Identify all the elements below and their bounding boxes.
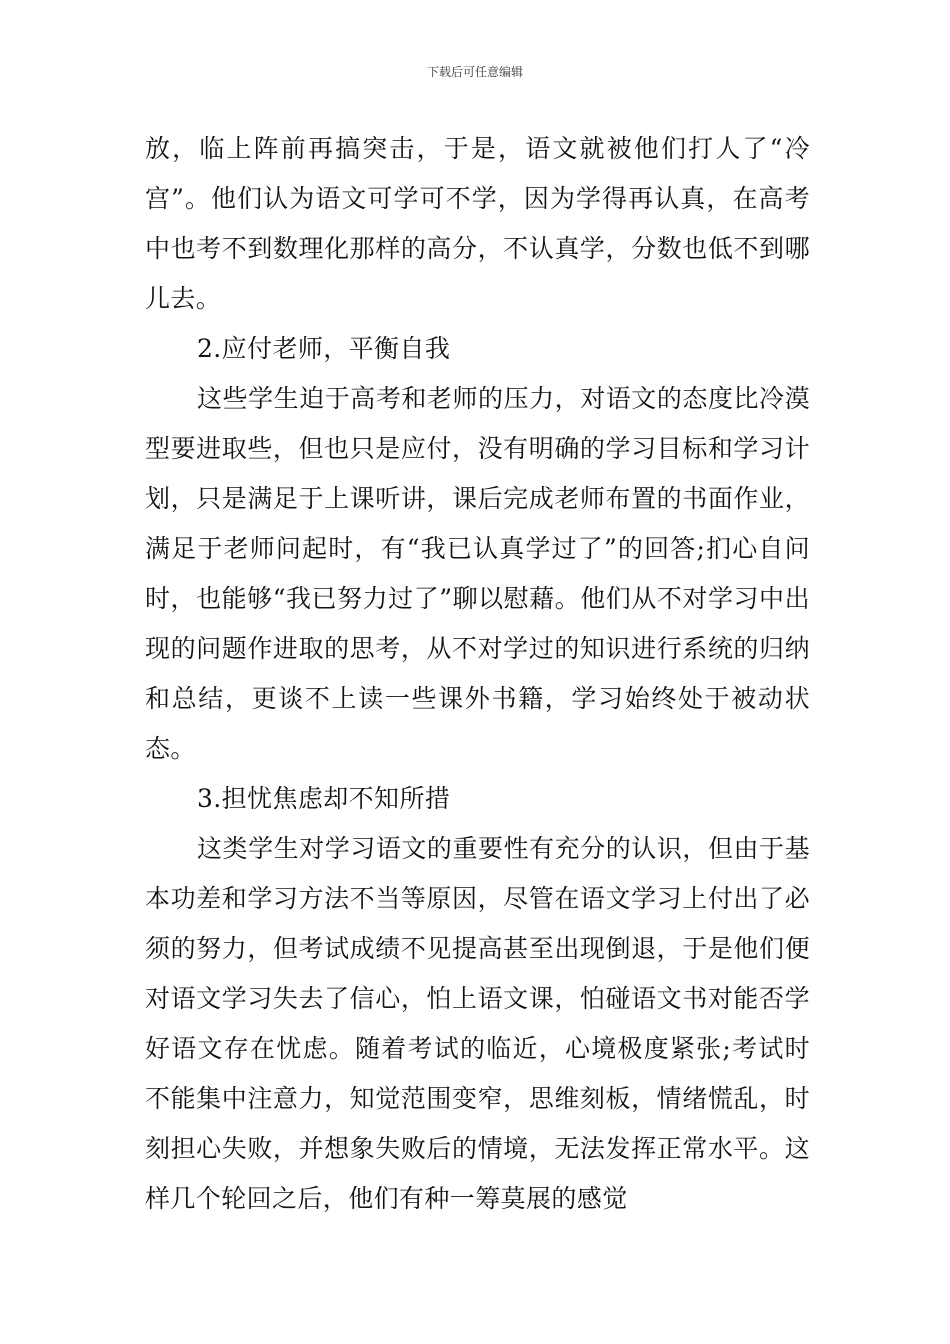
paragraph-section-3: 这类学生对学习语文的重要性有充分的认识，但由于基本功差和学习方法不当等原因，尽管在语文学习上付出了必须的努力，但考试成绩不见提高甚至出现倒退，于是他们便对语文学习失去了信心，怕上语文课，怕碰语文书对能否学好语文存在忧虑。随着考试的临近，心境极度紧张;考试时不能集中注意力，知觉范围变窄，思维刻板，情绪慌乱，时刻担心失败，并想象失败后的情境，无法发挥正常水平。这样几个轮回之后，他们有种一筹莫展的感觉: [145, 834, 810, 1213]
section-heading-3: 3.担忧焦虑却不知所措: [197, 784, 451, 813]
document-body: [145, 124, 810, 1224]
paragraph-section-2: 这些学生迫于高考和老师的压力，对语文的态度比冷漠型要进取些，但也只是应付，没有明确的学习目标和学习计划，只是满足于上课听讲，课后完成老师布置的书面作业，满足于老师问起时，有“我已认真学过了”的回答;扪心自问时，也能够“我已努力过了”聊以慰藉。他们从不对学习中出现的问题作进取的思考，从不对学过的知识进行系统的归纳和总结，更谈不上读一些课外书籍，学习始终处于被动状态。: [145, 384, 810, 763]
section-heading-2: 2.应付老师，平衡自我: [197, 334, 451, 363]
paragraph-continuation: 放，临上阵前再搞突击，于是，语文就被他们打人了“冷宫”。他们认为语文可学可不学，因为学得再认真，在高考中也考不到数理化那样的高分，不认真学，分数也低不到哪儿去。: [145, 134, 810, 313]
page-header: 下载后可任意编辑: [426, 65, 523, 79]
